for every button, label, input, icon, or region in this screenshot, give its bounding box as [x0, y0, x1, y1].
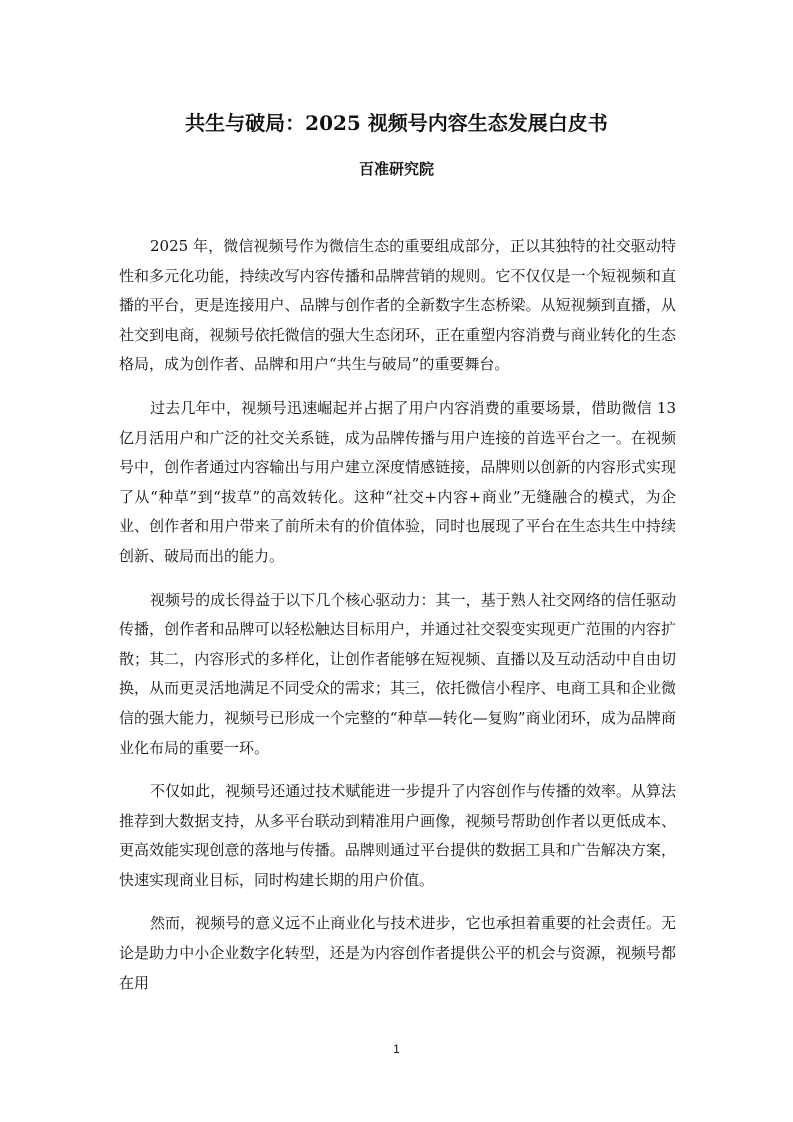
page-number: 1: [393, 1042, 400, 1056]
paragraph-1: 2025 年，微信视频号作为微信生态的重要组成部分，正以其独特的社交驱动特性和多元化功能，持续改写内容传播和品牌营销的规则。它不仅仅是一个短视频和直播的平台，更是连接用户、品牌与创作者的全新数字生态桥梁。从短视频到直播，从社交到电商，视频号依托微信的强大生态闭环，正在重塑内容消费与商业转化的生态格局，成为创作者、品牌和用户“共生与破局”的重要舞台。: [119, 237, 676, 374]
paragraph-3: 视频号的成长得益于以下几个核心驱动力：其一，基于熟人社交网络的信任驱动传播，创作者和品牌可以轻松触达目标用户，并通过社交裂变实现更广范围的内容扩散；其二，内容形式的多样化，让创作者能够在短视频、直播以及互动活动中自由切换，从而更灵活地满足不同受众的需求；其三，依托微信小程序、电商工具和企业微信的强大能力，视频号已形成一个完整的“种草—转化—复购”商业闭环，成为品牌商业化布局的重要一环。: [119, 590, 676, 757]
paragraph-4: 不仅如此，视频号还通过技术赋能进一步提升了内容创作与传播的效率。从算法推荐到大数据支持，从多平台联动到精准用户画像，视频号帮助创作者以更低成本、更高效能实现创意的落地与传播。品牌则通过平台提供的数据工具和广告解决方案，快速实现商业目标，同时构建长期的用户价值。: [119, 782, 676, 889]
document-title: 共生与破局：2025 视频号内容生态发展白皮书: [185, 111, 608, 135]
document-author: 百准研究院: [358, 160, 434, 178]
document-body: [119, 232, 676, 1012]
paragraph-5: 然而，视频号的意义远不止商业化与技术进步，它也承担着重要的社会责任。无论是助力中小企业数字化转型，还是为内容创作者提供公平的机会与资源，视频号都在用: [119, 914, 676, 992]
paragraph-2: 过去几年中，视频号迅速崛起并占据了用户内容消费的重要场景，借助微信 13 亿月活用户和广泛的社交关系链，成为品牌传播与用户连接的首选平台之一。在视频号中，创作者通过内容输出与用户建立深度情感链接，品牌则以创新的内容形式实现了从“种草”到“拔草”的高效转化。这种“社交+内容+商业”无缝融合的模式，为企业、创作者和用户带来了前所未有的价值体验，同时也展现了平台在生态共生中持续创新、破局而出的能力。: [119, 398, 676, 565]
